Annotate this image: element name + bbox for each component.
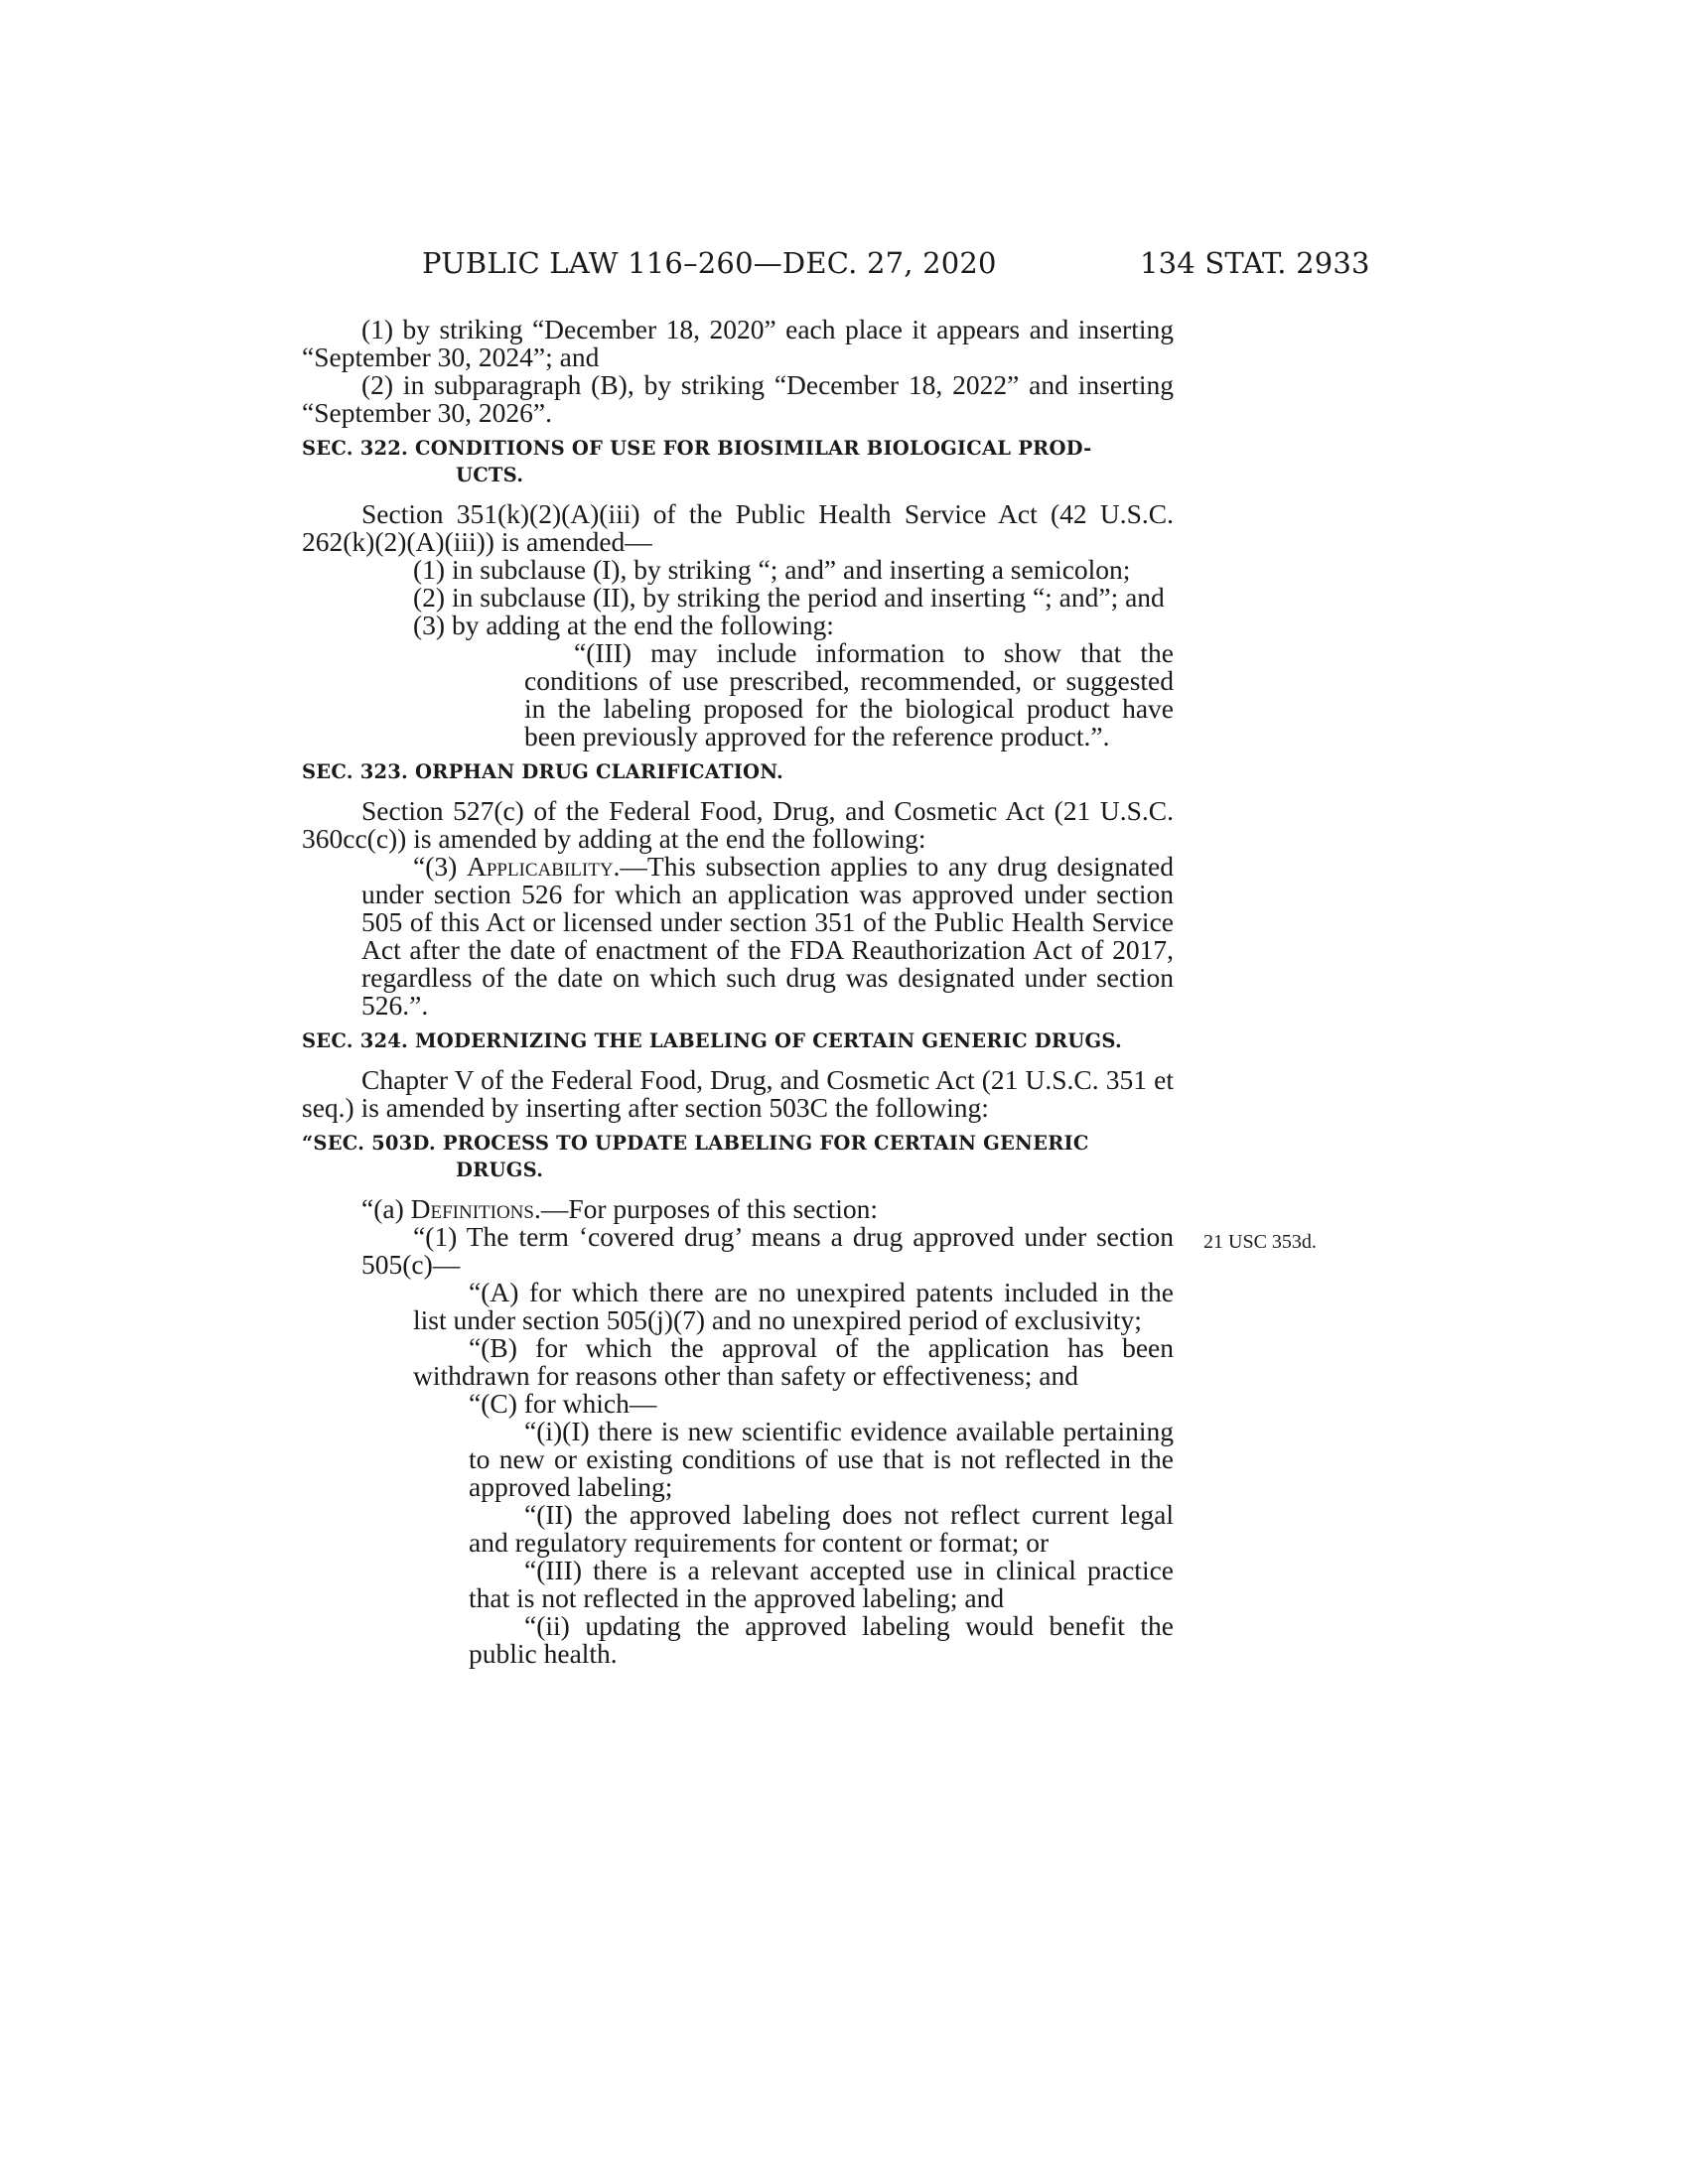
paragraph: “(1) The term ‘covered drug’ means a drug approved under section 505(c)— — [361, 1221, 1174, 1280]
paragraph: Section 527(c) of the Federal Food, Drug, and Cosmetic Act (21 U.S.C. 360cc(c)) is amended by adding at the end the following: — [302, 795, 1174, 854]
paragraph: “(ii) updating the approved labeling would benefit the public health. — [469, 1610, 1174, 1669]
paragraph: (3) by adding at the end the following: — [413, 610, 834, 640]
paragraph: (2) in subclause (II), by striking the period and inserting “; and”; and — [413, 582, 1165, 613]
running-head-title: PUBLIC LAW 116–260—DEC. 27, 2020 — [422, 246, 997, 280]
document-body — [302, 316, 1174, 1668]
section-heading: SEC. 324. MODERNIZING THE LABELING OF CERTAIN GENERIC DRUGS. — [302, 1029, 1122, 1052]
section-heading: “SEC. 503D. PROCESS TO UPDATE LABELING FOR CERTAIN GENERIC DRUGS. — [302, 1132, 1089, 1181]
paragraph: (2) in subparagraph (B), by striking “December 18, 2022” and inserting “September 30, 2026”. — [302, 369, 1174, 428]
paragraph: Chapter V of the Federal Food, Drug, and Cosmetic Act (21 U.S.C. 351 et seq.) is amended by inserting after section 503C the following: — [302, 1064, 1174, 1123]
paragraph: “(B) for which the approval of the application has been withdrawn for reasons other than safety or effectiveness; and — [413, 1332, 1174, 1391]
paragraph: “(i)(I) there is new scientific evidence available pertaining to new or existing conditions of use that is not reflected in the approved labeling; — [469, 1416, 1174, 1502]
paragraph: (1) by striking “December 18, 2020” each place it appears and inserting “September 30, 2024”; and — [302, 314, 1174, 372]
margin-citation: 21 USC 353d. — [1203, 1231, 1317, 1253]
paragraph: “(A) for which there are no unexpired patents included in the list under section 505(j)(7) and no unexpired period of exclusivity; — [413, 1277, 1174, 1335]
page-stat-number: 134 STAT. 2933 — [1140, 246, 1370, 280]
paragraph: (1) in subclause (I), by striking “; and” and inserting a semicolon; — [413, 554, 1131, 585]
quoted-subclause: “(III) may include information to show that the conditions of use prescribed, recommended, or suggested in the labeling proposed for the biological product have been previously approved for the reference product.”. — [524, 637, 1174, 751]
paragraph: “(II) the approved labeling does not reflect current legal and regulatory requirements for content or format; or — [469, 1499, 1174, 1558]
paragraph: “(3) Applicability.—This subsection applies to any drug designated under section 526 for which an application was approved under section 505 of this Act or licensed under section 351 of the Public Health Service Act after the date of enactment of the FDA Reauthorization Act of 2017, regardless of the date on which such drug was designated under section 526.”. — [361, 851, 1174, 1021]
section-heading: SEC. 322. CONDITIONS OF USE FOR BIOSIMILAR BIOLOGICAL PROD- UCTS. — [302, 437, 1092, 486]
paragraph: “(a) Definitions.—For purposes of this section: — [361, 1193, 878, 1224]
paragraph: “(C) for which— — [469, 1388, 657, 1419]
paragraph: Section 351(k)(2)(A)(iii) of the Public Health Service Act (42 U.S.C. 262(k)(2)(A)(iii)) is amended— — [302, 498, 1174, 557]
paragraph: “(III) there is a relevant accepted use in clinical practice that is not reflected in the approved labeling; and — [469, 1555, 1174, 1613]
section-heading: SEC. 323. ORPHAN DRUG CLARIFICATION. — [302, 760, 783, 783]
